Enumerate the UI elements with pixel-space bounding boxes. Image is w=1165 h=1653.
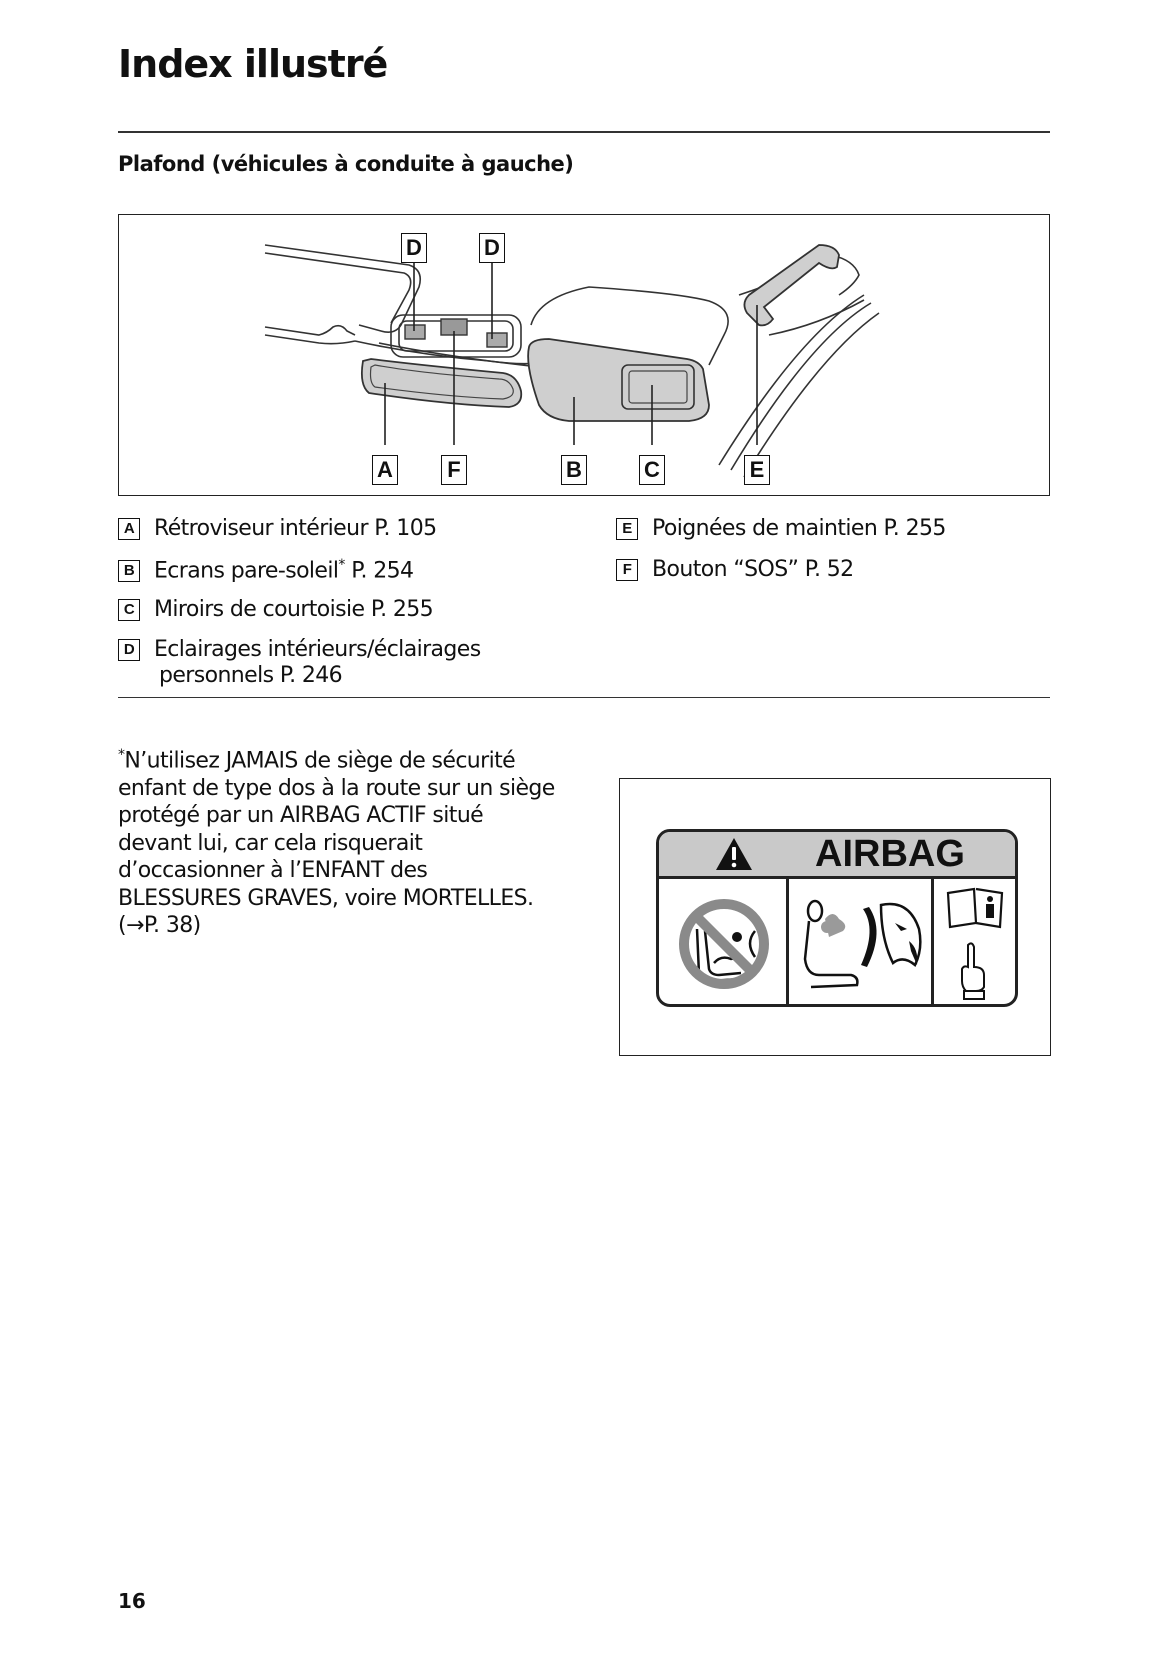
warning-triangle-icon xyxy=(714,836,754,872)
legend-text-d: Eclairages intérieurs/éclairages xyxy=(154,637,481,662)
badge-d: D xyxy=(118,639,140,661)
badge-b: B xyxy=(118,560,140,582)
badge-f: F xyxy=(616,559,638,581)
pointing-finger-icon xyxy=(954,941,994,1003)
callout-d-right: D xyxy=(479,233,505,263)
legend-item-b xyxy=(118,557,413,583)
airbag-title: AIRBAG xyxy=(815,833,965,875)
footnote-line: d’occasionner à l’ENFANT des xyxy=(118,858,428,884)
airbag-hazard-cell xyxy=(789,879,931,1007)
callout-c: C xyxy=(639,455,665,485)
legend-item-f xyxy=(616,557,854,582)
legend-text-b: Ecrans pare-soleil xyxy=(154,558,339,584)
callout-b: B xyxy=(561,455,587,485)
legend-text-a: Rétroviseur intérieur P. 105 xyxy=(154,516,437,541)
header-divider xyxy=(118,131,1050,133)
airbag-deploy-hazard-icon xyxy=(789,879,931,1007)
legend-text-d-continuation: personnels P. 246 xyxy=(159,663,343,688)
footnote xyxy=(118,742,558,940)
read-manual-cell xyxy=(934,879,1018,1007)
airbag-warning-label xyxy=(656,829,1018,1007)
page-number: 16 xyxy=(118,1589,146,1613)
airbag-label-frame xyxy=(619,778,1051,1056)
section-title: Plafond (véhicules à conduite à gauche) xyxy=(118,152,574,176)
footnote-line: protégé par un AIRBAG ACTIF situé xyxy=(118,803,484,829)
footnote-line: N’utilisez JAMAIS de siège de sécurité xyxy=(124,748,516,774)
badge-c: C xyxy=(118,599,140,621)
legend-item-e xyxy=(616,516,946,541)
callout-d-left: D xyxy=(401,233,427,263)
legend-text-e: Poignées de maintien P. 255 xyxy=(652,516,946,541)
badge-a: A xyxy=(118,518,140,540)
ceiling-illustration xyxy=(118,214,1050,496)
legend-text-f: Bouton “SOS” P. 52 xyxy=(652,557,854,582)
page-title: Index illustré xyxy=(118,42,388,86)
footnote-asterisk: * xyxy=(118,747,125,763)
footnote-line: enfant de type dos à la route sur un siège xyxy=(118,775,555,801)
legend-text-c: Miroirs de courtoisie P. 255 xyxy=(154,597,434,622)
callout-e: E xyxy=(744,455,770,485)
callout-f: F xyxy=(441,455,467,485)
no-rear-facing-child-seat-icon xyxy=(659,879,789,1007)
map-lamp-left xyxy=(405,325,425,339)
airbag-label-header xyxy=(659,832,1015,879)
legend-divider xyxy=(118,697,1050,698)
grab-handle-shape xyxy=(744,245,839,325)
callout-a: A xyxy=(372,455,398,485)
legend-item-c xyxy=(118,597,433,622)
footnote-page-ref: (→P. 38) xyxy=(118,913,201,939)
legend-page-b: P. 254 xyxy=(344,558,414,584)
legend-item-d xyxy=(118,637,481,662)
footnote-line: BLESSURES GRAVES, voire MORTELLES. xyxy=(118,885,534,911)
legend-item-a xyxy=(118,516,437,541)
badge-e: E xyxy=(616,518,638,540)
no-child-seat-cell xyxy=(659,879,789,1007)
asterisk-mark: * xyxy=(338,557,345,573)
map-lamp-right xyxy=(487,333,507,347)
footnote-line: devant lui, car cela risquerait xyxy=(118,830,423,856)
